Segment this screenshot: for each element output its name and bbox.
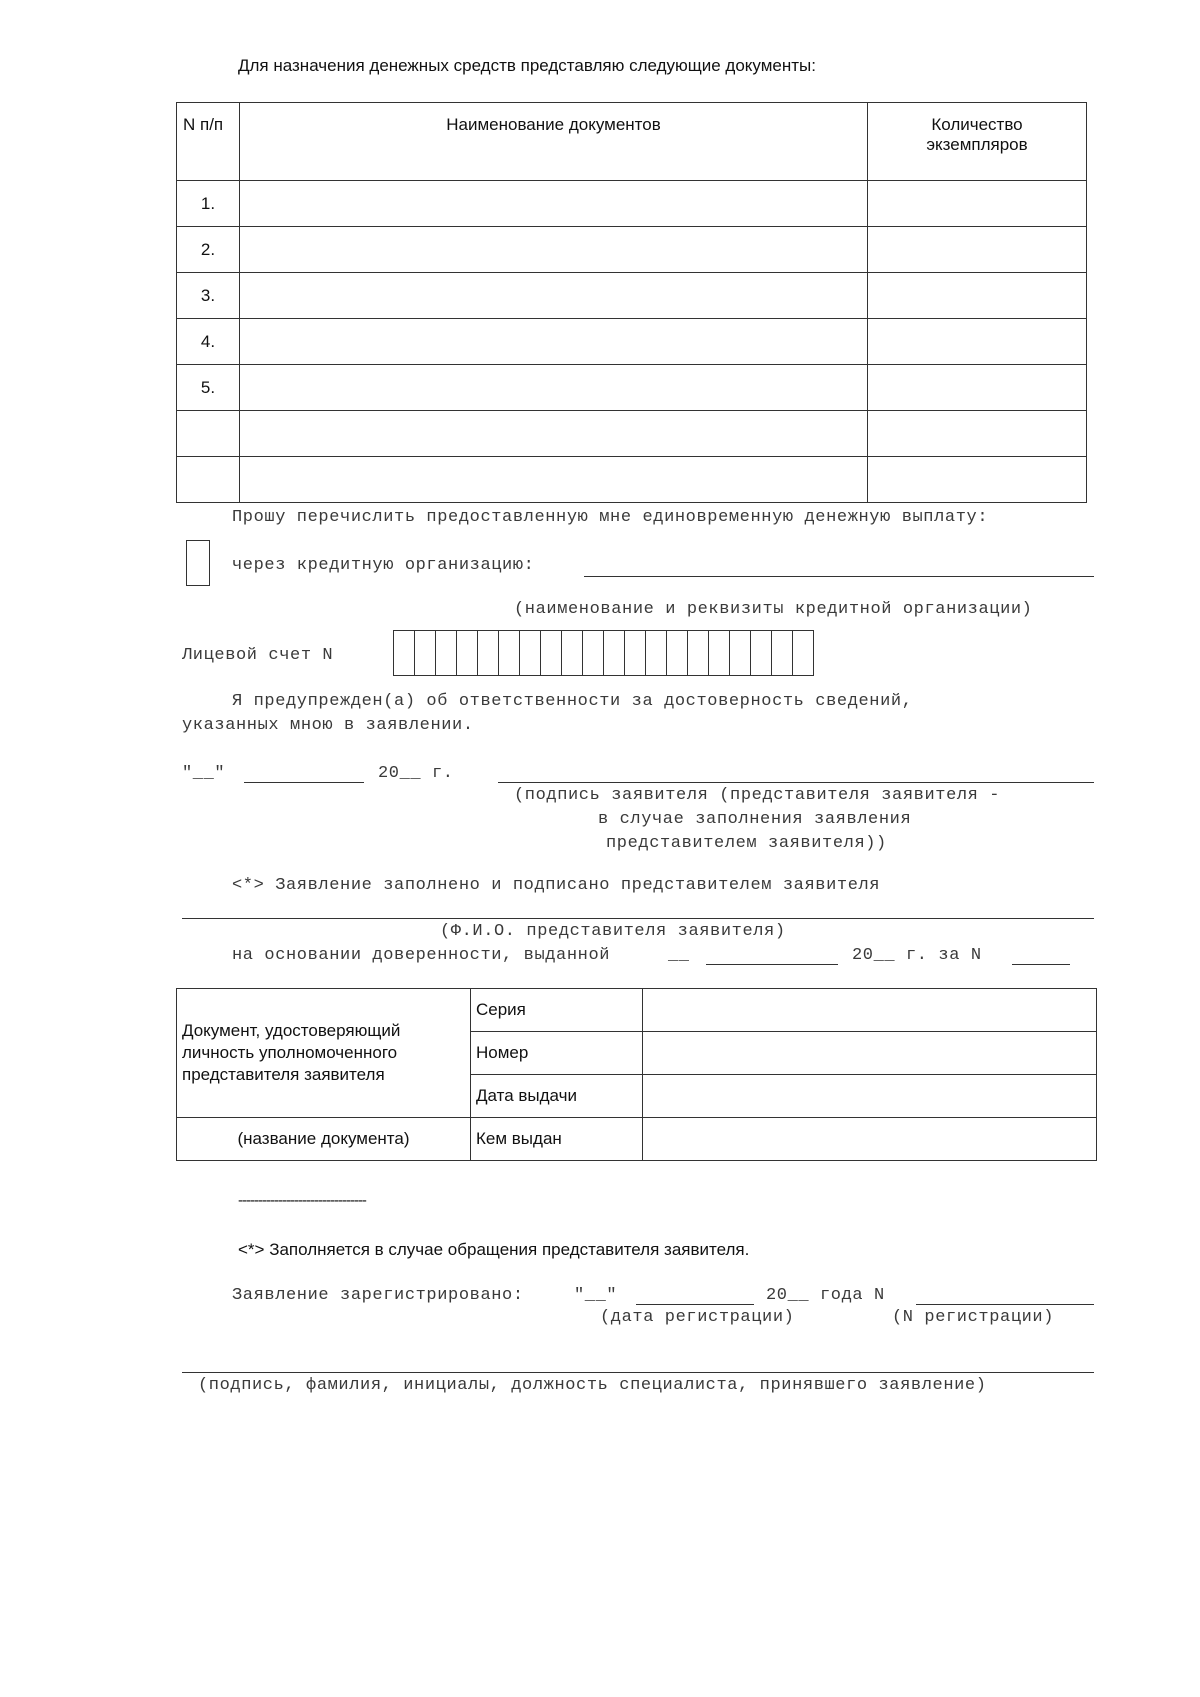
- registration-year: 20__ года N: [766, 1286, 885, 1305]
- quantity-cell[interactable]: [868, 319, 1087, 365]
- row-number: 4.: [177, 319, 240, 365]
- field-number-label: Номер: [471, 1032, 643, 1075]
- account-digit-cell[interactable]: [771, 630, 794, 676]
- registration-number-line[interactable]: [916, 1304, 1094, 1305]
- field-issued-by-value[interactable]: [643, 1118, 1097, 1161]
- registration-number-hint: (N регистрации): [892, 1308, 1055, 1327]
- documents-table-header: [177, 103, 1087, 181]
- representative-fio-line[interactable]: [182, 918, 1094, 919]
- header-document-name: Наименование документов: [240, 103, 868, 181]
- date-month-line[interactable]: [244, 782, 364, 783]
- basis-year: 20__ г. за N: [852, 946, 982, 965]
- document-name-cell[interactable]: [240, 319, 868, 365]
- account-digit-cell[interactable]: [498, 630, 521, 676]
- table-row: [177, 319, 1087, 365]
- table-row: [177, 411, 1087, 457]
- account-digit-cell[interactable]: [393, 630, 416, 676]
- basis-date: __: [668, 946, 690, 965]
- row-number: 3.: [177, 273, 240, 319]
- account-digit-cell[interactable]: [414, 630, 437, 676]
- document-name-cell[interactable]: [240, 181, 868, 227]
- account-digit-cell[interactable]: [540, 630, 563, 676]
- account-digit-cell[interactable]: [435, 630, 458, 676]
- specialist-hint: (подпись, фамилия, инициалы, должность специалиста, принявшего заявление): [198, 1376, 987, 1395]
- document-name-cell[interactable]: [240, 457, 868, 503]
- field-issue-date-label: Дата выдачи: [471, 1075, 643, 1118]
- registration-month-line[interactable]: [636, 1304, 754, 1305]
- basis-number-line[interactable]: [1012, 964, 1070, 965]
- table-row: [177, 457, 1087, 503]
- account-digit-cell[interactable]: [645, 630, 668, 676]
- representative-note: <*> Заявление заполнено и подписано представителем заявителя: [232, 876, 881, 895]
- fio-hint: (Ф.И.О. представителя заявителя): [440, 922, 786, 941]
- date-year: 20__ г.: [378, 764, 454, 783]
- bank-transfer-checkbox[interactable]: [186, 540, 210, 586]
- account-digit-cell[interactable]: [708, 630, 731, 676]
- registration-date-hint: (дата регистрации): [600, 1308, 795, 1327]
- header-quantity: Количество экземпляров: [868, 103, 1087, 181]
- registration-label: Заявление зарегистрировано:: [232, 1286, 524, 1305]
- registration-date: "__": [574, 1286, 618, 1305]
- document-name-cell[interactable]: [240, 365, 868, 411]
- basis-prefix: на основании доверенности, выданной: [232, 946, 611, 965]
- documents-table: [176, 102, 1087, 503]
- account-digit-cell[interactable]: [750, 630, 773, 676]
- quantity-cell[interactable]: [868, 365, 1087, 411]
- account-label: Лицевой счет N: [182, 646, 334, 665]
- signature-hint-1: (подпись заявителя (представителя заявителя -: [514, 786, 1001, 805]
- quantity-cell[interactable]: [868, 181, 1087, 227]
- field-number-value[interactable]: [643, 1032, 1097, 1075]
- warning-line-1: Я предупрежден(а) об ответственности за достоверность сведений,: [232, 692, 913, 711]
- account-number-cells[interactable]: [394, 630, 814, 676]
- account-digit-cell[interactable]: [792, 630, 815, 676]
- table-row: [177, 365, 1087, 411]
- account-digit-cell[interactable]: [687, 630, 710, 676]
- warning-line-2: указанных мною в заявлении.: [182, 716, 474, 735]
- row-number: [177, 411, 240, 457]
- signature-hint-3: представителем заявителя)): [606, 834, 887, 853]
- field-issue-date-value[interactable]: [643, 1075, 1097, 1118]
- applicant-signature-line[interactable]: [498, 782, 1094, 783]
- quantity-cell[interactable]: [868, 411, 1087, 457]
- field-issued-by-label: Кем выдан: [471, 1118, 643, 1161]
- account-digit-cell[interactable]: [666, 630, 689, 676]
- id-document-label: Документ, удостоверяющий личность уполномоченного представителя заявителя: [177, 989, 471, 1118]
- document-name-cell[interactable]: [240, 411, 868, 457]
- row-number: 1.: [177, 181, 240, 227]
- row-number: [177, 457, 240, 503]
- bank-name-line[interactable]: [584, 576, 1094, 577]
- footnote-divider: --------------------------------: [238, 1192, 366, 1209]
- basis-month-line[interactable]: [706, 964, 838, 965]
- table-row: [177, 273, 1087, 319]
- id-document-name-hint: (название документа): [177, 1118, 471, 1161]
- account-digit-cell[interactable]: [477, 630, 500, 676]
- bank-hint: (наименование и реквизиты кредитной организации): [514, 600, 1033, 619]
- quantity-cell[interactable]: [868, 227, 1087, 273]
- field-series-value[interactable]: [643, 989, 1097, 1032]
- specialist-signature-line[interactable]: [182, 1372, 1094, 1373]
- account-digit-cell[interactable]: [561, 630, 584, 676]
- document-name-cell[interactable]: [240, 273, 868, 319]
- account-digit-cell[interactable]: [603, 630, 626, 676]
- account-digit-cell[interactable]: [582, 630, 605, 676]
- representative-id-table: [176, 988, 1097, 1161]
- header-number: N п/п: [177, 103, 240, 181]
- quantity-cell[interactable]: [868, 457, 1087, 503]
- signature-hint-2: в случае заполнения заявления: [598, 810, 912, 829]
- table-row: [177, 181, 1087, 227]
- via-bank-label: через кредитную организацию:: [232, 556, 535, 575]
- account-digit-cell[interactable]: [624, 630, 647, 676]
- account-digit-cell[interactable]: [456, 630, 479, 676]
- footnote-text: <*> Заполняется в случае обращения представителя заявителя.: [238, 1240, 750, 1259]
- row-number: 2.: [177, 227, 240, 273]
- account-digit-cell[interactable]: [729, 630, 752, 676]
- field-series-label: Серия: [471, 989, 643, 1032]
- row-number: 5.: [177, 365, 240, 411]
- payment-request: Прошу перечислить предоставленную мне единовременную денежную выплату:: [232, 508, 989, 527]
- quantity-cell[interactable]: [868, 273, 1087, 319]
- date-day: "__": [182, 764, 226, 783]
- table-row: [177, 227, 1087, 273]
- document-name-cell[interactable]: [240, 227, 868, 273]
- account-digit-cell[interactable]: [519, 630, 542, 676]
- intro-text: Для назначения денежных средств представляю следующие документы:: [238, 56, 816, 75]
